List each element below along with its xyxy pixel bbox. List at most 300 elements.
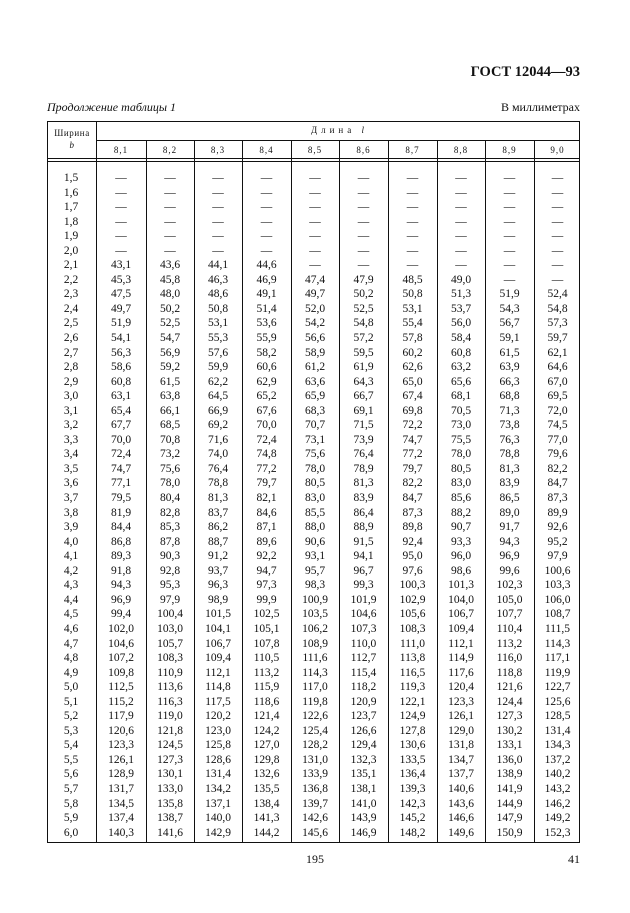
value-cell: — [455,215,467,228]
value-cell: 74,0 [207,448,229,461]
value-cell: 133,9 [302,768,328,781]
value-cell: 113,2 [496,637,523,650]
value-cell: 96,9 [499,550,520,563]
value-cell: 96,7 [353,564,374,577]
value-cell: 78,8 [207,477,229,490]
value-cell: 89,0 [499,506,520,519]
value-cell: 63,8 [159,390,181,403]
width-cell: 4,1 [63,550,79,563]
value-cell: 89,8 [402,521,423,534]
value-cell: — [309,244,321,257]
value-cell: 125,4 [302,724,328,737]
value-cell: 56,7 [499,317,520,330]
value-cell: 144,2 [253,826,280,839]
value-cell: 100,9 [302,593,328,606]
value-cell: 98,9 [207,593,229,606]
value-cell: 48,5 [402,273,423,286]
value-cell: 82,2 [547,462,568,475]
value-cell: 114,3 [544,637,571,650]
value-cell: 141,0 [350,797,377,810]
value-cell: 106,0 [544,593,571,606]
table-row [48,578,579,593]
table-row [48,200,579,215]
table-row [48,273,579,288]
value-cell: 82,1 [256,492,277,505]
value-cell: 68,8 [499,390,520,403]
value-cell: 89,6 [256,535,277,548]
value-cell: 124,4 [496,695,523,708]
value-cell: 131,4 [544,724,571,737]
table-row [48,753,579,768]
value-cell: 117,6 [448,666,474,679]
value-cell: 132,3 [350,753,377,766]
value-cell: — [357,259,370,272]
value-cell: 143,2 [544,782,571,795]
value-cell: 57,6 [207,346,229,359]
table-row [48,695,579,710]
value-cell: — [309,172,321,184]
value-cell: 57,2 [353,332,374,345]
value-cell: — [309,259,321,272]
value-cell: 130,2 [496,724,523,737]
value-cell: 64,5 [207,390,229,403]
value-cell: 65,6 [450,375,472,388]
value-cell: 52,4 [547,288,568,301]
value-cell: 99,4 [110,608,132,621]
value-cell: 97,6 [402,564,423,577]
value-cell: 140,6 [448,782,474,795]
value-cell: 78,8 [499,448,520,461]
table-row [48,491,579,506]
table-row [48,549,579,564]
value-cell: 99,3 [353,579,374,592]
value-cell: 128,5 [544,710,571,723]
value-cell: 106,7 [205,637,231,650]
value-cell: 101,5 [205,608,231,621]
value-cell: 47,4 [304,273,326,286]
value-cell: 44,1 [207,259,229,272]
value-cell: 51,3 [450,288,472,301]
value-cell: 60,6 [256,361,277,374]
width-cell: 4,5 [63,608,79,621]
value-cell: 111,6 [302,652,328,665]
table-row [48,520,579,535]
value-cell: — [357,215,370,228]
value-cell: 143,9 [350,812,377,825]
value-cell: 139,7 [302,797,328,810]
length-column-header: 8,1 [113,145,129,155]
value-cell: — [455,259,467,272]
length-header [96,125,579,135]
value-cell: — [164,172,176,184]
value-cell: 91,8 [110,564,132,577]
value-cell: 75,6 [159,462,181,475]
value-cell: 69,2 [207,419,229,432]
value-cell: 105,7 [157,637,183,650]
value-cell: — [503,244,516,257]
width-cell: 5,7 [63,782,79,795]
value-cell: — [115,215,127,228]
value-cell: 133,5 [399,753,426,766]
value-cell: 112,1 [448,637,474,650]
value-cell: 96,9 [110,593,132,606]
value-cell: 117,5 [205,695,231,708]
value-cell: 124,9 [399,710,426,723]
value-cell: 107,2 [108,652,134,665]
value-cell: 142,3 [399,797,426,810]
width-cell: 2,0 [63,244,79,257]
value-cell: 120,6 [108,724,134,737]
table-row [48,476,579,491]
value-cell: 104,1 [205,622,231,635]
value-cell: 121,4 [253,710,280,723]
width-cell: 2,9 [63,375,79,388]
value-cell: 89,9 [547,506,568,519]
value-cell: 78,0 [450,448,472,461]
value-cell: 90,3 [159,550,181,563]
width-cell: 1,7 [63,201,79,214]
length-header-symbol: l [361,125,365,135]
value-cell: 90,7 [450,521,472,534]
value-cell: 54,3 [499,302,520,315]
width-cell: 5,9 [63,812,79,825]
value-cell: 79,7 [256,477,277,490]
value-cell: 123,7 [350,710,377,723]
value-cell: 111,0 [399,637,426,650]
width-cell: 2,5 [63,317,79,330]
value-cell: 61,2 [304,361,326,374]
value-cell: 63,9 [499,361,520,374]
table-row [48,622,579,637]
value-cell: 59,1 [499,332,520,345]
value-cell: 126,1 [448,710,474,723]
value-cell: — [503,259,516,272]
value-cell: 94,3 [499,535,520,548]
value-cell: 54,1 [110,332,132,345]
value-cell: 69,1 [353,404,374,417]
value-cell: — [357,172,370,184]
value-cell: 115,2 [108,695,134,708]
table-row [48,637,579,652]
value-cell: 142,6 [302,812,328,825]
value-cell: 109,4 [205,652,231,665]
value-cell: — [212,172,224,184]
value-cell: — [260,244,273,257]
value-cell: 51,9 [110,317,132,330]
value-cell: 129,8 [253,753,280,766]
value-cell: 82,2 [402,477,423,490]
value-cell: 53,1 [402,302,423,315]
value-cell: 99,9 [256,593,277,606]
width-cell: 4,0 [63,535,79,548]
value-cell: 100,6 [544,564,571,577]
value-cell: 74,5 [547,419,568,432]
value-cell: 110,9 [157,666,183,679]
value-cell: 75,6 [304,448,326,461]
value-cell: 108,9 [302,637,328,650]
value-cell: 142,9 [205,826,231,839]
width-cell: 3,6 [63,477,79,490]
value-cell: 53,1 [207,317,229,330]
value-cell: 104,6 [108,637,134,650]
value-cell: — [309,230,321,243]
width-cell: 3,4 [63,448,79,461]
width-cell: 5,5 [63,753,79,766]
table-row [48,535,579,550]
value-cell: 131,7 [108,782,134,795]
value-cell: 107,3 [350,622,377,635]
value-cell: 131,4 [205,768,231,781]
value-cell: 141,9 [496,782,523,795]
width-cell: 2,7 [63,346,79,359]
value-cell: — [164,201,176,214]
value-cell: 143,6 [448,797,474,810]
value-cell: 61,9 [353,361,374,374]
width-cell: 4,3 [63,579,79,592]
value-cell: 72,0 [547,404,568,417]
value-cell: 86,2 [207,521,229,534]
value-cell: 56,6 [304,332,326,345]
value-cell: 95,0 [402,550,423,563]
value-cell: 51,4 [256,302,277,315]
value-cell: — [551,244,564,257]
value-cell: 74,7 [110,462,132,475]
value-cell: — [551,273,564,286]
value-cell: 144,9 [496,797,523,810]
table-row [48,666,579,681]
value-cell: 89,3 [110,550,132,563]
value-cell: 147,9 [496,812,523,825]
value-cell: 52,5 [159,317,181,330]
value-cell: — [406,172,419,184]
value-cell: — [115,172,127,184]
value-cell: 119,8 [302,695,328,708]
table-row [48,331,579,346]
value-cell: 71,3 [499,404,520,417]
width-cell: 4,2 [63,564,79,577]
value-cell: 66,9 [207,404,229,417]
value-cell: 78,0 [159,477,181,490]
value-cell: 84,7 [547,477,568,490]
value-cell: 66,3 [499,375,520,388]
width-cell: 6,0 [63,826,79,839]
value-cell: 116,0 [496,652,523,665]
value-cell: 77,2 [256,462,277,475]
value-cell: 54,2 [304,317,326,330]
length-column-header: 8,4 [259,145,274,155]
value-cell: — [551,259,564,272]
value-cell: 83,7 [207,506,229,519]
value-cell: — [164,244,176,257]
value-cell: 98,3 [304,579,326,592]
value-cell: 71,6 [207,433,229,446]
value-cell: 81,3 [353,477,374,490]
value-cell: 138,1 [350,782,377,795]
value-cell: 124,2 [253,724,280,737]
value-cell: 45,8 [159,273,181,286]
value-cell: 91,2 [207,550,229,563]
width-cell: 4,7 [63,637,79,650]
value-cell: 121,6 [496,681,523,694]
value-cell: 58,4 [450,332,472,345]
value-cell: 125,8 [205,739,231,752]
value-cell: 106,7 [448,608,474,621]
value-cell: 111,5 [544,622,571,635]
value-cell: 78,0 [304,462,326,475]
value-cell: 87,1 [256,521,277,534]
value-cell: 50,8 [402,288,423,301]
value-cell: 146,2 [544,797,571,810]
value-cell: — [309,215,321,228]
width-cell: 5,1 [63,695,79,708]
value-cell: 91,7 [499,521,520,534]
table-caption: Продолжение таблицы 1 [47,100,177,114]
value-cell: 138,4 [253,797,280,810]
value-cell: 59,5 [353,346,374,359]
value-cell: 119,9 [544,666,571,679]
value-cell: — [260,186,273,199]
value-cell: 87,3 [402,506,423,519]
value-cell: — [164,215,176,228]
table-row [48,418,579,433]
value-cell: 112,7 [350,652,377,665]
value-cell: 140,0 [205,812,231,825]
value-cell: 55,9 [256,332,277,345]
value-cell: 104,6 [350,608,377,621]
value-cell: 103,5 [302,608,328,621]
value-cell: 95,3 [159,579,181,592]
value-cell: 102,9 [399,593,426,606]
value-cell: 105,1 [253,622,280,635]
value-cell: 47,5 [110,288,132,301]
value-cell: 86,5 [499,492,520,505]
value-cell: 103,0 [157,622,183,635]
table-row [48,302,579,317]
value-cell: 67,0 [547,375,568,388]
value-cell: 80,5 [450,462,472,475]
value-cell: 141,3 [253,812,280,825]
value-cell: 60,8 [110,375,132,388]
value-cell: 133,1 [496,739,523,752]
value-cell: 141,6 [157,826,183,839]
value-cell: 123,3 [448,695,474,708]
value-cell: 96,3 [207,579,229,592]
value-cell: 50,8 [207,302,229,315]
value-cell: 102,5 [253,608,280,621]
value-cell: — [115,244,127,257]
value-cell: 97,3 [256,579,277,592]
length-column-header: 9,0 [550,145,565,155]
table-body [48,171,579,840]
value-cell: 120,9 [350,695,377,708]
value-cell: — [551,230,564,243]
value-cell: 92,2 [256,550,277,563]
width-cell: 5,0 [63,681,79,694]
value-cell: — [357,244,370,257]
value-cell: 46,9 [256,273,277,286]
value-cell: 134,3 [544,739,571,752]
table-row [48,593,579,608]
value-cell: 88,9 [353,521,374,534]
value-cell: 70,0 [110,433,132,446]
value-cell: 82,8 [159,506,181,519]
value-cell: 145,2 [399,812,426,825]
row-divider [96,140,579,141]
value-cell: 117,9 [108,710,134,723]
length-column-header: 8,5 [307,145,323,155]
value-cell: 84,7 [402,492,423,505]
value-cell: 118,2 [350,681,377,694]
value-cell: 115,4 [350,666,377,679]
value-cell: 77,0 [547,433,568,446]
page-number-right: 41 [568,852,580,866]
width-cell: 3,1 [63,404,79,417]
value-cell: 70,7 [304,419,326,432]
width-cell: 2,6 [63,332,79,345]
value-cell: 47,9 [353,273,374,286]
data-table [47,121,580,843]
value-cell: 83,0 [450,477,472,490]
value-cell: — [212,215,224,228]
value-cell: 66,7 [353,390,374,403]
table-row [48,229,579,244]
value-cell: 130,6 [399,739,426,752]
width-cell: 2,8 [63,361,79,374]
value-cell: — [406,186,419,199]
value-cell: 62,6 [402,361,423,374]
value-cell: — [212,201,224,214]
value-cell: 74,7 [402,433,423,446]
value-cell: 68,5 [159,419,181,432]
value-cell: 72,4 [110,448,132,461]
table-row [48,811,579,826]
value-cell: 120,4 [448,681,474,694]
value-cell: 56,0 [450,317,472,330]
value-cell: 119,0 [157,710,183,723]
value-cell: 49,7 [110,302,132,315]
value-cell: 59,2 [159,361,181,374]
value-cell: 92,4 [402,535,423,548]
value-cell: 68,3 [304,404,326,417]
table-row [48,651,579,666]
value-cell: 73,0 [450,419,472,432]
row-divider [48,158,579,159]
value-cell: — [115,230,127,243]
value-cell: 102,3 [496,579,523,592]
width-cell: 2,2 [63,273,79,286]
width-cell: 5,8 [63,797,79,810]
value-cell: 67,7 [110,419,132,432]
value-cell: 108,7 [544,608,571,621]
value-cell: 65,0 [402,375,423,388]
table-row [48,564,579,579]
value-cell: — [357,186,370,199]
table-row [48,738,579,753]
value-cell: 136,4 [399,768,426,781]
value-cell: 66,1 [159,404,181,417]
value-cell: 58,2 [256,346,277,359]
value-cell: — [503,230,516,243]
table-row [48,186,579,201]
value-cell: 149,2 [544,812,571,825]
value-cell: 88,7 [207,535,229,548]
value-cell: 91,5 [353,535,374,548]
value-cell: 96,0 [450,550,472,563]
value-cell: — [260,230,273,243]
value-cell: — [503,186,516,199]
value-cell: 138,9 [496,768,523,781]
value-cell: 51,9 [499,288,520,301]
